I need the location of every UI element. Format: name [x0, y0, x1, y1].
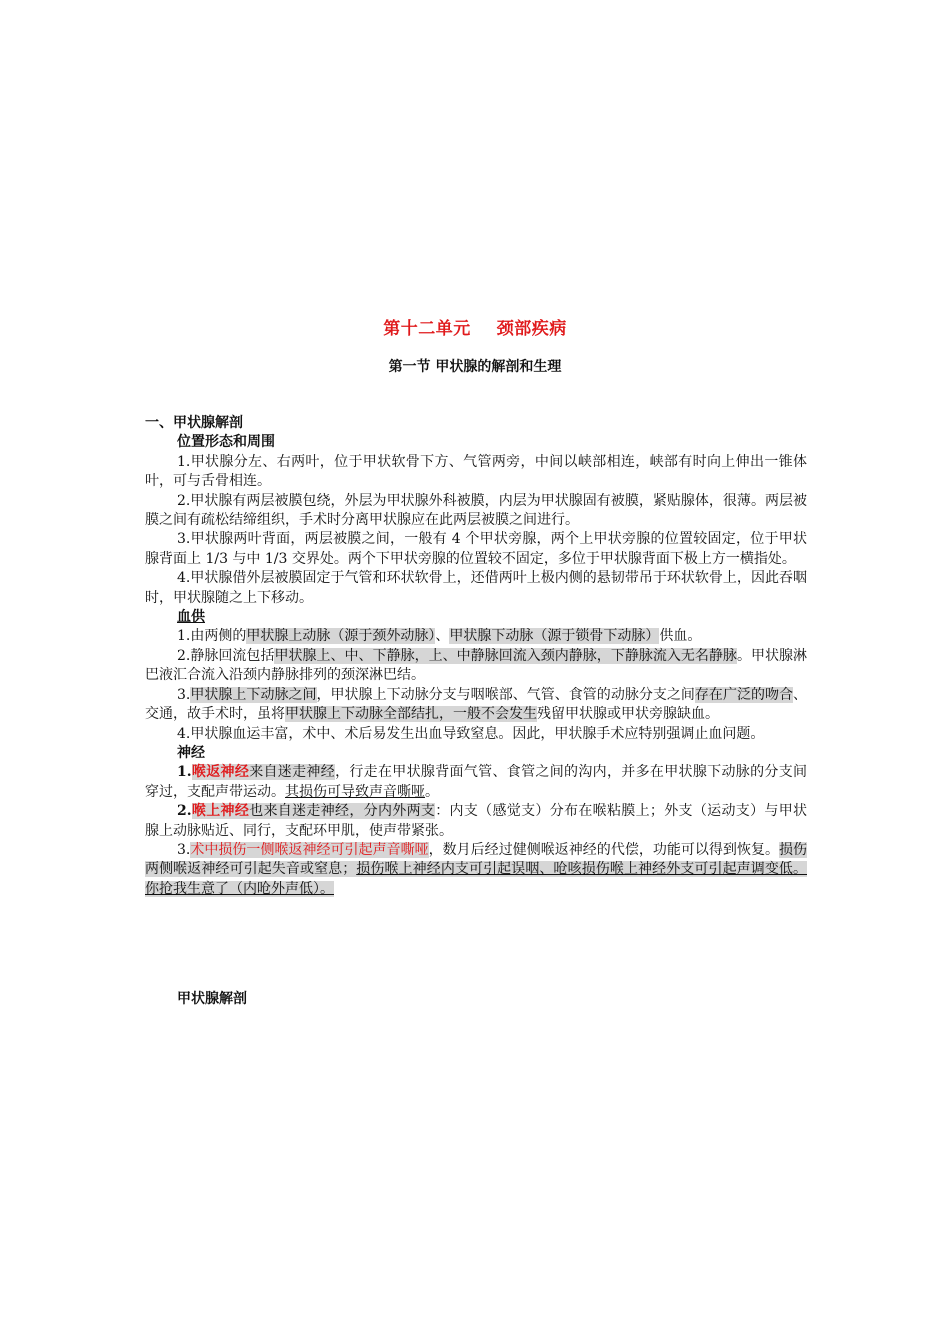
text-run: 1.	[177, 764, 192, 781]
text-run: 1.由两侧的	[177, 628, 247, 645]
paragraph-position-3: 3.甲状腺两叶背面，两层被膜之间，一般有 4 个甲状旁腺，两个上甲状旁腺的位置较固定，位于甲状腺背面上 1/3 与中 1/3 交界处。两个下甲状旁腺的位置较不固定，多位于甲状腺背面下极上方一横指处。	[145, 531, 807, 567]
unit-title-number: 第十二单元	[383, 319, 471, 339]
subheading-blood-supply-text: 血供	[177, 609, 205, 626]
subheading-blood-supply	[145, 608, 807, 627]
highlight-run: 甲状腺上下动脉之间	[190, 686, 317, 703]
highlight-red-run: 术中损伤一侧喉返神经可引起声音嘶哑	[190, 841, 429, 858]
text-run: 供血。	[659, 628, 702, 645]
highlight-run: 甲状腺上下动脉全部结扎，一般不会发生	[285, 706, 537, 723]
paragraph-blood-2	[145, 647, 807, 686]
text-run: 、	[435, 628, 450, 645]
text-run: 2.静脉回流包括	[177, 647, 275, 664]
highlight-run: 存在广泛的吻合	[694, 686, 794, 703]
highlight-run: 甲状腺下动脉（源于锁骨下动脉）	[449, 628, 660, 645]
paragraph-nerve-3	[145, 841, 807, 899]
section-title: 第一节 甲状腺的解剖和生理	[388, 359, 562, 375]
text-run: 3.	[177, 686, 191, 703]
unit-title	[0, 314, 950, 339]
paragraph-nerve-1	[145, 763, 807, 802]
highlight-underline-run: 损伤喉上神经内支可引起误咽、呛咳损伤喉上神经外支可引起声调变低。你抢我生意了（内呛外声低）。	[145, 861, 807, 897]
text-run: 。甲状腺淋巴液汇合流入沿颈内静脉排列的颈深淋巴结。	[145, 647, 808, 684]
text-run: ，甲状腺上下动脉分支与咽喉部、气管、食管的动脉分支之间	[316, 686, 695, 703]
highlight-red-run: 喉返神经	[191, 764, 250, 781]
paragraph-blood-4: 4.甲状腺血运丰富，术中、术后易发生出血导致窒息。因此，甲状腺手术应特别强调止血问题。	[177, 725, 765, 742]
paragraph-blood-1	[145, 627, 807, 646]
text-run: ，行走在甲状腺背面气管、食管之间的沟内，并多在甲状腺下动脉的分支间穿过，支配声带运动。	[145, 764, 808, 800]
highlight-run: 甲状腺上、中、下静脉，上、中静脉回流入颈内静脉，下静脉流入无名静脉	[274, 647, 737, 664]
text-run: 2.	[177, 803, 192, 820]
underline-run: 其损伤可导致声音嘶哑	[285, 783, 425, 800]
paragraph-nerve-2	[145, 802, 807, 841]
subheading-nerves: 神经	[177, 744, 205, 761]
subheading-position: 位置形态和周围	[177, 434, 275, 451]
highlight-red-run: 喉上神经	[191, 803, 250, 820]
unit-title-topic: 颈部疾病	[496, 319, 567, 339]
highlight-run: 也来自迷走神经，分内外两支	[249, 803, 436, 820]
text-run: 残留甲状腺或甲状旁腺缺血。	[537, 706, 719, 723]
paragraph-position-1: 1.甲状腺分左、右两叶，位于甲状软骨下方、气管两旁，中间以峡部相连，峡部有时向上伸出一锥体叶，可与舌骨相连。	[145, 453, 807, 490]
highlight-run: 甲状腺上动脉（源于颈外动脉）	[246, 628, 436, 645]
text-run: 、交通，故手术时，虽将	[145, 686, 808, 723]
highlight-run: 来自迷走神经	[249, 764, 336, 781]
highlight-run: 损伤两侧喉返神经可引起失音或窒息；	[145, 841, 808, 878]
text-run: 。	[425, 783, 439, 800]
bottom-heading: 甲状腺解剖	[177, 991, 247, 1007]
paragraph-blood-3	[145, 686, 807, 725]
text-run: 3.	[177, 841, 191, 858]
content-body	[145, 414, 807, 899]
paragraph-position-2: 2.甲状腺有两层被膜包绕，外层为甲状腺外科被膜，内层为甲状腺固有被膜，紧贴腺体，很薄。两层被膜之间有疏松结缔组织，手术时分离甲状腺应在此两层被膜之间进行。	[145, 492, 807, 529]
text-run: ，数月后经过健侧喉返神经的代偿，功能可以得到恢复。	[428, 841, 779, 858]
text-run: ：内支（感觉支）分布在喉粘膜上；外支（运动支）与甲状腺上动脉贴近、同行，支配环甲肌，使声带紧张。	[145, 803, 808, 839]
paragraph-position-4: 4.甲状腺借外层被膜固定于气管和环状软骨上，还借两叶上极内侧的悬韧带吊于环状软骨上，因此吞咽时，甲状腺随之上下移动。	[145, 570, 807, 606]
heading-thyroid-anatomy: 一、甲状腺解剖	[145, 415, 243, 431]
